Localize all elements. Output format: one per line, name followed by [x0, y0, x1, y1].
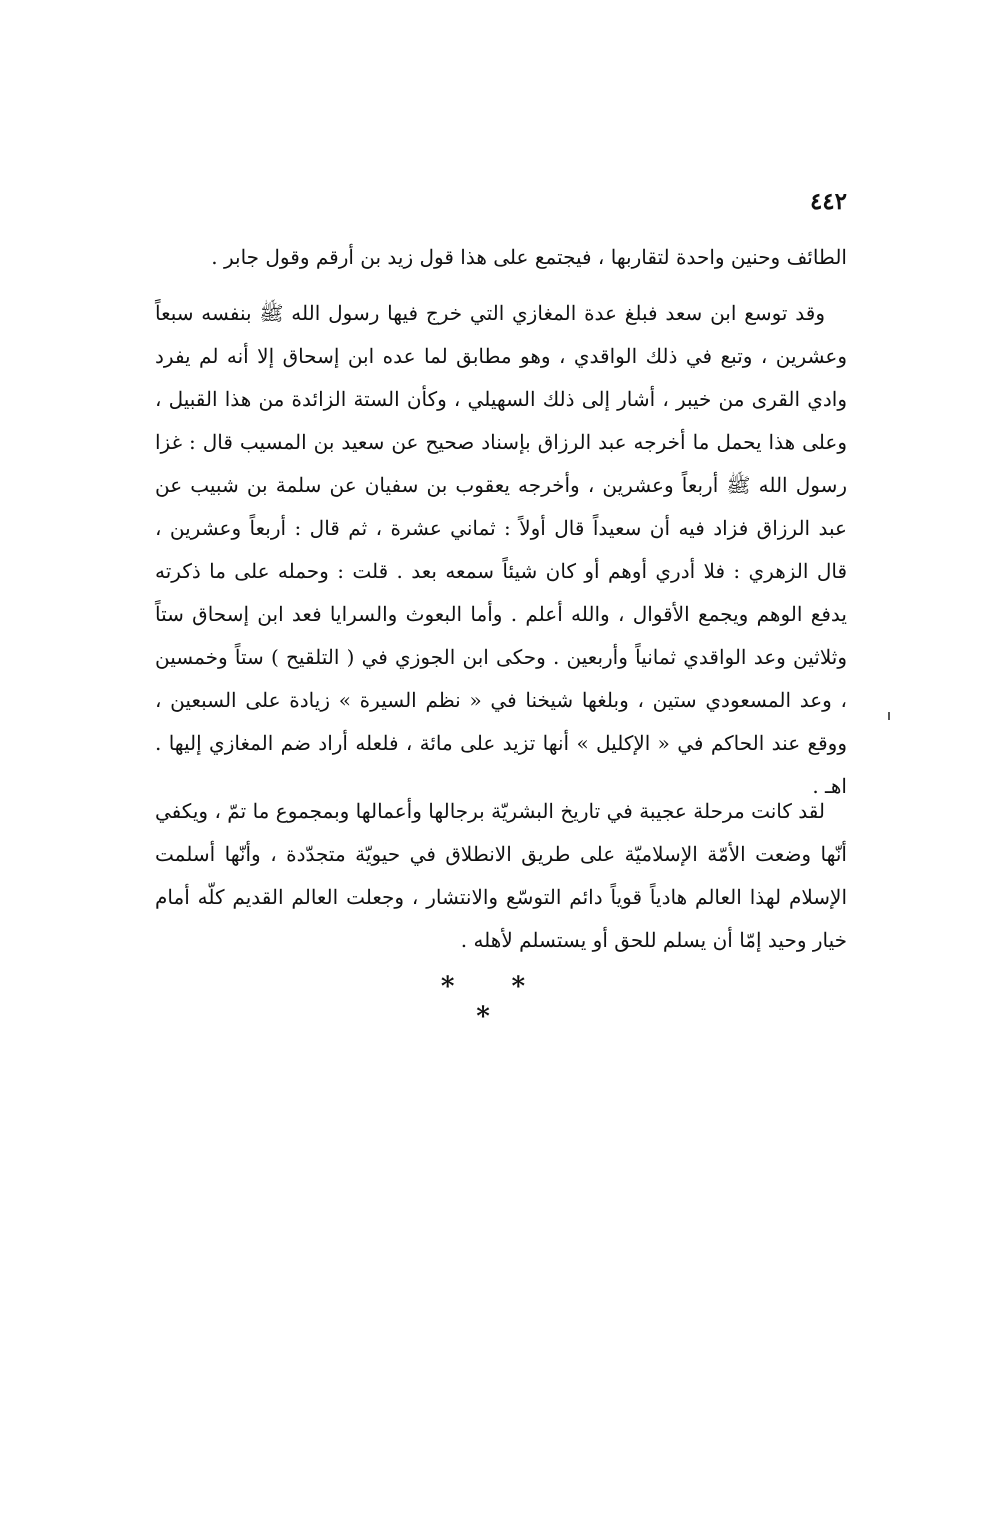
- paragraph-2-text: وقد توسع ابن سعد فبلغ عدة المغازي التي خرج فيها رسول الله ﷺ بنفسه سبعاً وعشرين ، وتبع في ذلك الواقدي ، وهو مطابق لما عده ابن إسحاق إلا أنه لم يفرد وادي القرى من خيبر ، أشار إلى ذلك السهيلي ، وكأن الستة الزائدة من هذا القبيل ، وعلى هذا يحمل ما أخرجه عبد الرزاق بإسناد صحيح عن سعيد بن المسيب قال : غزا رسول الله ﷺ أربعاً وعشرين ، وأخرجه يعقوب بن سفيان عن سلمة بن شبيب عن عبد الرزاق فزاد فيه أن سعيداً قال أولاً : ثماني عشرة ، ثم قال : أربعاً وعشرين ، قال الزهري : فلا أدري أوهم أو كان شيئاً سمعه بعد . قلت : وحمله على ما ذكرته يدفع الوهم ويجمع الأقوال ، والله أعلم . وأما البعوث والسرايا فعد ابن إسحاق ستاً وثلاثين وعد الواقدي ثمانياً وأربعين . وحكى ابن الجوزي في ( التلقيح ) ستاً وخمسين ، وعد المسعودي ستين ، وبلغها شيخنا في « نظم السيرة » زيادة على السبعين ، ووقع عند الحاكم في « الإكليل » أنها تزيد على مائة ، فلعله أراد ضم المغازي إليها . اهـ .: [155, 301, 847, 798]
- scan-speck: [888, 712, 890, 720]
- paragraph-ibn-saad: [155, 292, 847, 808]
- paragraph-continuation: [155, 236, 847, 279]
- page-number: ٤٤٢: [809, 188, 847, 215]
- paragraph-conclusion: [155, 790, 847, 962]
- section-separator-stars: * * *: [440, 972, 550, 1032]
- paragraph-1-text: الطائف وحنين واحدة لتقاربها ، فيجتمع على هذا قول زيد بن أرقم وقول جابر .: [211, 245, 847, 269]
- paragraph-3-text: لقد كانت مرحلة عجيبة في تاريخ البشريّة برجالها وأعمالها وبمجموع ما تمّ ، ويكفي أنّها وضعت الأمّة الإسلاميّة على طريق الانطلاق في حيويّة متجدّدة ، وأنّها أسلمت الإسلام لهذا العالم هادياً قوياً دائم التوسّع والانتشار ، وجعلت العالم القديم كلّه أمام خيار وحيد إمّا أن يسلم للحق أو يستسلم لأهله .: [155, 799, 847, 952]
